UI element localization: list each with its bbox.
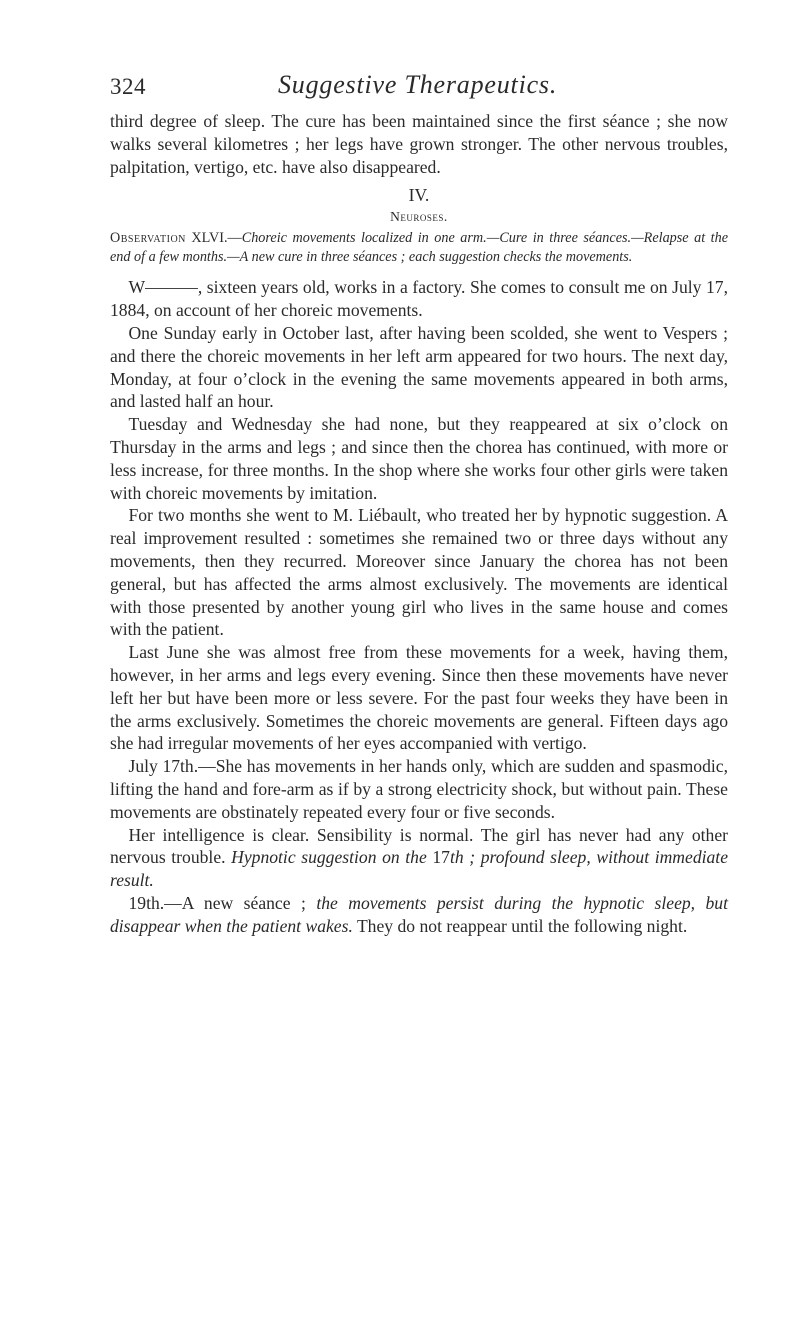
observation-summary: Choreic movements localized in one arm.—Cure in three séances.—Relapse at the end of a few months.—A new cure in three séances ; each suggestion checks the movements. (110, 230, 728, 266)
observation-label: Observation (110, 230, 186, 247)
body-paragraph: One Sunday early in October last, after having been scolded, she went to Vespers ; and there the choreic movements in her left arm appeared for two hours. The next day, Monday, at four o’clock in the evening the same movements appeared in both arms, and lasted half an hour. (110, 322, 728, 412)
text-run: 19th.—A new séance ; (128, 892, 317, 913)
text-run: 17 (426, 847, 450, 868)
italic-run: Hypnotic suggestion on the (231, 847, 427, 868)
book-page (110, 70, 728, 938)
body-paragraph (110, 824, 728, 892)
observation-number: XLVI.— (191, 230, 242, 247)
running-head (110, 70, 728, 104)
italic-run: th ; profound sleep, without immediate result. (110, 847, 729, 891)
text-run: Her intelligence is clear. Sensibility is normal. The girl has never had any other nervous trouble. (110, 824, 728, 868)
running-title: Suggestive Therapeutics. (278, 70, 558, 99)
body-paragraph (110, 892, 728, 938)
body-paragraph: Last June she was almost free from these movements for a week, having them, however, in her arms and legs every evening. Since then these movements have never left her but have been more or less severe. For the past four weeks they have been in the arms exclusively. Sometimes the choreic movements are general. Fifteen days ago she had irregular movements of her eyes accompanied with vertigo. (110, 642, 728, 754)
section-title: Neuroses. (390, 209, 448, 225)
body-paragraph: W———, sixteen years old, works in a factory. She comes to consult me on July 17, 1884, on account of her choreic movements. (110, 277, 728, 321)
paragraph-continuation: third degree of sleep. The cure has been maintained since the first séance ; she now walks several kilometres ; her legs have grown stronger. The other nervous troubles, palpitation, vertigo, etc. have also disappeared. (110, 111, 728, 177)
body-paragraph: Tuesday and Wednesday she had none, but they reappeared at six o’clock on Thursday in the arms and legs ; and since then the chorea has continued, with more or less increase, for three months. In the shop where she works four other girls were taken with choreic movements by imitation. (110, 414, 728, 503)
body-paragraph: July 17th.—She has movements in her hands only, which are sudden and spasmodic, lifting the hand and fore-arm as if by a strong electricity shock, but without pain. These movements are obstinately repeated every four or five seconds. (110, 756, 728, 822)
observation-heading (110, 229, 728, 267)
section-number: IV. (408, 185, 430, 206)
text-run: They do not reappear until the following night. (352, 915, 688, 936)
italic-run: the movements persist during the hypnotic sleep, but disappear when the patient wakes. (110, 892, 728, 936)
page-number: 324 (110, 74, 146, 99)
body-paragraph: For two months she went to M. Liébault, who treated her by hypnotic suggestion. A real improvement resulted : sometimes she remained two or three days without any movements, then they recurred. Moreover since January the chorea has not been general, but has affected the arms almost exclusively. The movements are identical with those presented by another young girl who lives in the same house and comes with the patient. (110, 505, 728, 640)
